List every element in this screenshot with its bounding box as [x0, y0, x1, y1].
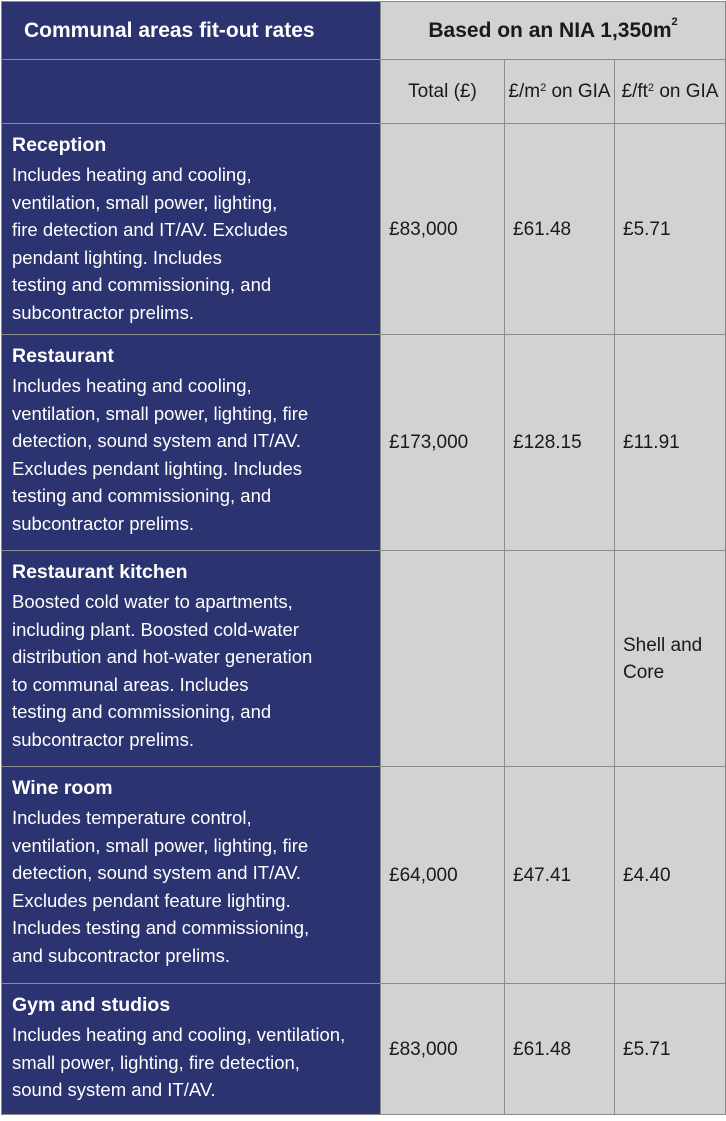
per-m2-superscript: 2 — [540, 82, 547, 94]
table-title-text: Communal areas fit-out rates — [24, 18, 315, 42]
per-m2-column-header — [505, 60, 615, 124]
per-m2-cell — [505, 551, 615, 767]
item-cell — [2, 767, 381, 984]
per-ft2-cell: £4.40 — [615, 767, 726, 984]
basis-text: Based on an NIA 1,350m — [428, 18, 672, 42]
item-cell — [2, 335, 381, 551]
item-cell — [2, 984, 381, 1115]
per-m2-cell: £47.41 — [505, 767, 615, 984]
per-m2-cell: £128.15 — [505, 335, 615, 551]
item-description: Includes heating and cooling, ventilation, small power, lighting, fire detection and IT/AV. Excludes pendant lighting. Includes testing and commissioning, and subcontractor prelims. — [12, 164, 288, 323]
item-name: Restaurant kitchen — [12, 561, 188, 583]
item-name: Reception — [12, 134, 107, 156]
per-ft2-column-header — [615, 60, 726, 124]
column-header-row — [2, 60, 726, 124]
fit-out-rates-table — [1, 1, 726, 1115]
per-ft2-cell: £5.71 — [615, 124, 726, 335]
table-row — [2, 124, 726, 335]
total-cell: £83,000 — [381, 984, 505, 1115]
per-ft2-cell: £11.91 — [615, 335, 726, 551]
item-description: Includes temperature control, ventilation, small power, lighting, fire detection, sound system and IT/AV. Excludes pendant feature lighting. Includes testing and commissioning, and subcontractor prelims. — [12, 807, 310, 966]
per-ft2-superscript: 2 — [647, 82, 655, 94]
total-column-header — [381, 60, 505, 124]
table-row — [2, 551, 726, 767]
per-m2-cell: £61.48 — [505, 124, 615, 335]
table-row — [2, 984, 726, 1115]
total-cell — [381, 551, 505, 767]
table-title — [2, 2, 381, 60]
per-ft2-cell: Shell and Core — [615, 551, 726, 767]
item-description: Includes heating and cooling, ventilation, small power, lighting, fire detection, sound system and IT/AV. Excludes pendant lighting. Includes testing and commissioning, and subcontractor prelims. — [12, 375, 309, 534]
per-ft2-suffix: on GIA — [654, 81, 719, 102]
per-m2-prefix: £/m — [508, 81, 541, 102]
per-ft2-cell: £5.71 — [615, 984, 726, 1115]
total-column-label: Total (£) — [408, 81, 477, 102]
item-name: Wine room — [12, 777, 113, 799]
total-cell: £83,000 — [381, 124, 505, 335]
basis-superscript: 2 — [671, 15, 678, 28]
title-row — [2, 2, 726, 60]
table-row — [2, 335, 726, 551]
table-row — [2, 767, 726, 984]
item-name: Gym and studios — [12, 994, 171, 1016]
per-ft2-prefix: £/ft — [621, 81, 648, 102]
item-column-header — [2, 60, 381, 124]
item-cell — [2, 551, 381, 767]
per-m2-cell: £61.48 — [505, 984, 615, 1115]
total-cell: £173,000 — [381, 335, 505, 551]
item-cell — [2, 124, 381, 335]
item-description: Boosted cold water to apartments, including plant. Boosted cold-water distribution and hot-water generation to communal areas. Includes testing and commissioning, and subcontractor prelims. — [12, 591, 313, 750]
basis-header — [381, 2, 726, 60]
item-name: Restaurant — [12, 345, 114, 367]
item-description: Includes heating and cooling, ventilation, small power, lighting, fire detection, sound system and IT/AV. — [12, 1024, 346, 1100]
total-cell: £64,000 — [381, 767, 505, 984]
per-m2-suffix: on GIA — [546, 81, 611, 102]
